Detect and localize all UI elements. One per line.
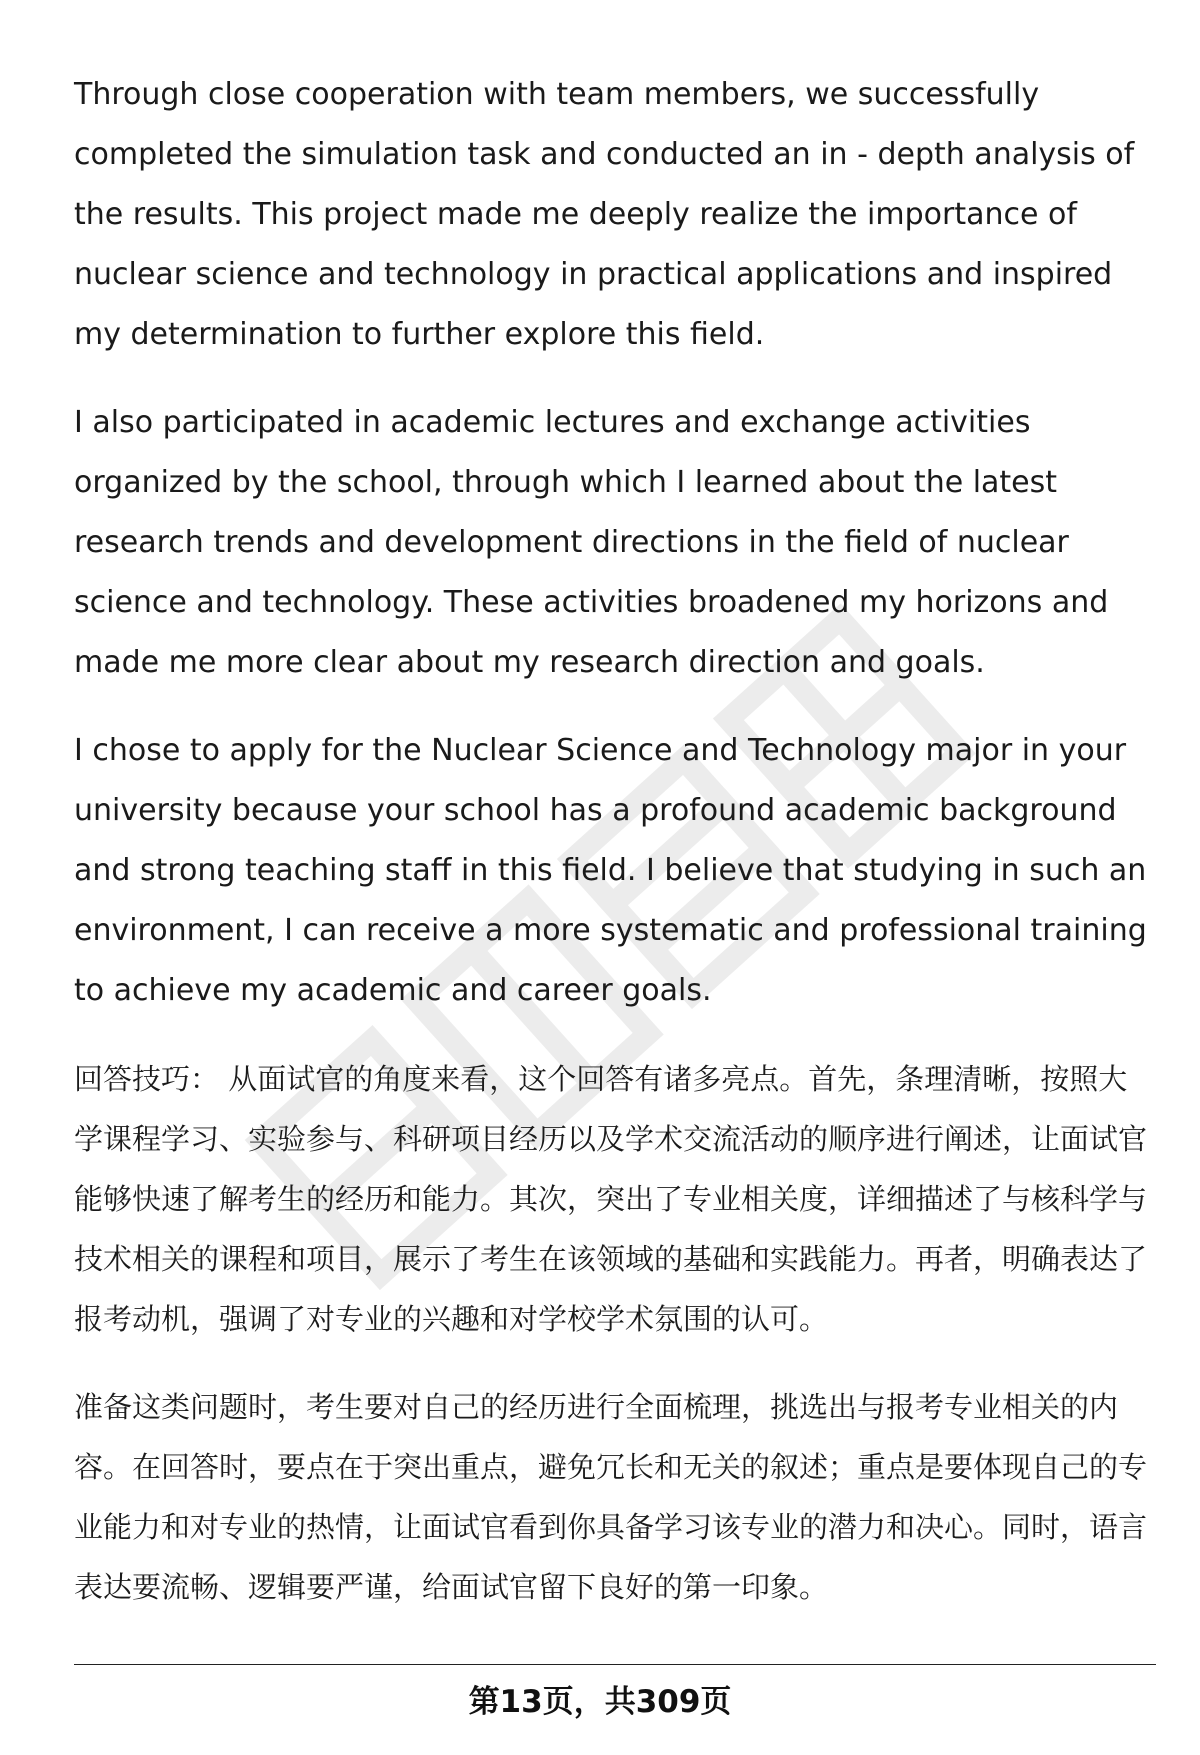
- page-number: 第13页，共309页: [468, 1684, 732, 1720]
- preparation-advice-paragraph: 准备这类问题时，考生要对自己的经历进行全面梳理，挑选出与报考专业相关的内容。在回答时，要点在于突出重点，避免冗长和无关的叙述；重点是要体现自己的专业能力和对专业的热情，让面试官看到你具备学习该专业的潜力和决心。同时，语言表达要流畅、逻辑要严谨，给面试官留下良好的第一印象。: [74, 1390, 1148, 1604]
- body-paragraph-1: Through close cooperation with team members, we successfully completed the simulation task and conducted an in - depth analysis of the results. This project made me deeply realize the importance of nuclear science and technology in practical applications and inspired my determination to further explore this field.: [74, 77, 1135, 352]
- footer-divider: [74, 1664, 1156, 1665]
- body-paragraph-2: I also participated in academic lectures and exchange activities organized by the school, through which I learned about the latest research trends and development directions in the field of nuclear science and technology. These activities broadened my horizons and made me more clear about my research direction and goals.: [74, 405, 1109, 680]
- answer-tips-paragraph: 回答技巧： 从面试官的角度来看，这个回答有诸多亮点。首先，条理清晰，按照大学课程学习、实验参与、科研项目经历以及学术交流活动的顺序进行阐述，让面试官能够快速了解考生的经历和能力。其次，突出了专业相关度，详细描述了与核科学与技术相关的课程和项目，展示了考生在该领域的基础和实践能力。再者，明确表达了报考动机，强调了对专业的兴趣和对学校学术氛围的认可。: [74, 1062, 1148, 1336]
- body-paragraph-3: I chose to apply for the Nuclear Science and Technology major in your university because your school has a profound academic background and strong teaching staff in this field. I believe that studying in such an environment, I can receive a more systematic and professional training to achieve my academic and career goals.: [74, 733, 1147, 1008]
